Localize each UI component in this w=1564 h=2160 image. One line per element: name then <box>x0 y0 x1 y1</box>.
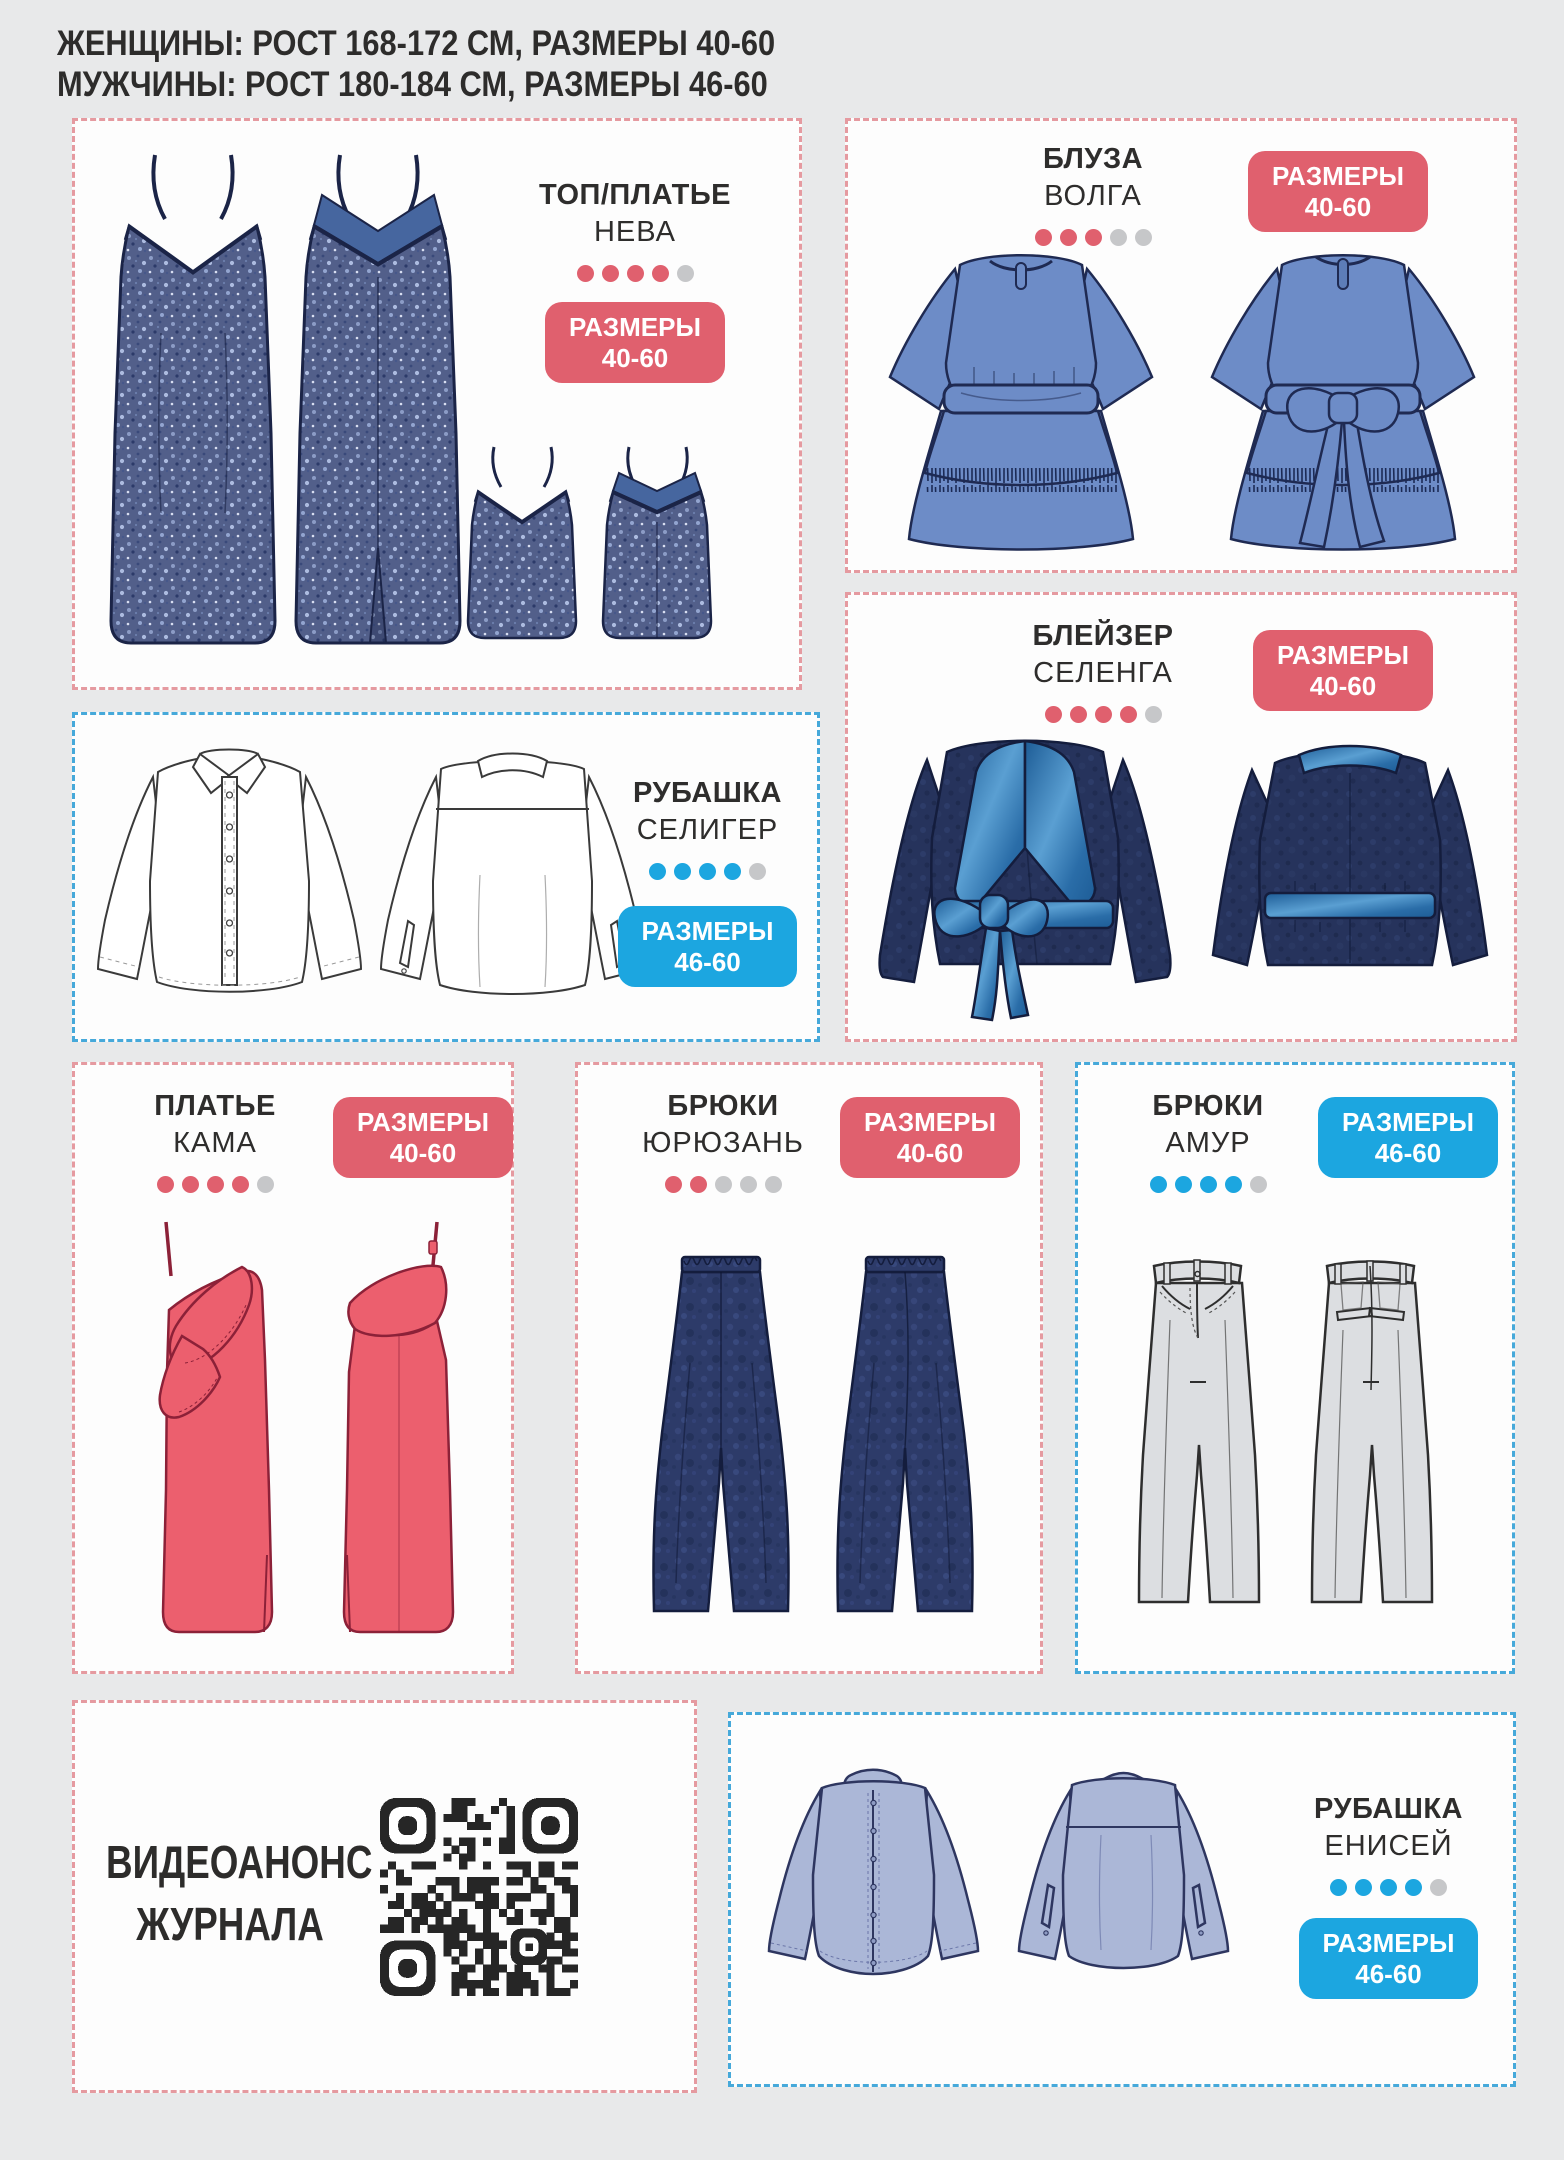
complexity-dot <box>740 1176 757 1193</box>
sizes-label: РАЗМЕРЫ <box>1342 1107 1474 1137</box>
trousers-back-sketch <box>1293 1250 1448 1625</box>
complexity-dot <box>1150 1176 1167 1193</box>
wide-pants-back-sketch <box>830 1243 980 1633</box>
complexity-dot <box>157 1176 174 1193</box>
garment-category: БРЮКИ <box>1152 1090 1264 1122</box>
band-collar-shirt-back-sketch <box>1006 1755 1241 2025</box>
blazer-front-sketch <box>870 703 1180 1023</box>
pattern-card-amur <box>1075 1062 1515 1674</box>
sizes-badge <box>618 906 798 987</box>
pattern-card-yuryuzan <box>575 1062 1043 1674</box>
garment-category: ПЛАТЬЕ <box>154 1090 276 1122</box>
video-announce-card <box>72 1700 697 2093</box>
complexity-dot <box>1380 1879 1397 1896</box>
sizes-label: РАЗМЕРЫ <box>1322 1928 1455 1958</box>
ruffle-dress-back-sketch <box>313 1205 473 1645</box>
complexity-dot <box>765 1176 782 1193</box>
complexity-dot <box>1175 1176 1192 1193</box>
sizes-value: 40-60 <box>1309 670 1377 701</box>
sizes-label: РАЗМЕРЫ <box>641 916 774 946</box>
garment-category: ТОП/ПЛАТЬЕ <box>538 179 732 211</box>
complexity-dot <box>627 265 644 282</box>
garment-category: РУБАШКА <box>633 777 782 809</box>
complexity-dot <box>749 863 766 880</box>
sizes-badge <box>840 1097 1020 1178</box>
slip-dress-front-sketch <box>103 143 283 663</box>
sizes-badge <box>545 302 725 383</box>
wide-pants-front-sketch <box>646 1243 796 1633</box>
pattern-card-enisey <box>728 1712 1516 2087</box>
garment-name: СЕЛИГЕР <box>636 814 779 846</box>
sizes-value: 46-60 <box>1374 1137 1442 1168</box>
complexity-dot <box>677 265 694 282</box>
garment-name: ЮРЮЗАНЬ <box>642 1127 804 1159</box>
complexity-dot <box>690 1176 707 1193</box>
complexity-dot <box>1355 1879 1372 1896</box>
pattern-card-kama <box>72 1062 514 1674</box>
sizes-value: 40-60 <box>601 342 669 373</box>
blazer-back-sketch <box>1200 715 1500 1015</box>
band-collar-shirt-front-sketch <box>756 1755 991 2025</box>
sizes-label: РАЗМЕРЫ <box>569 312 701 342</box>
header-women-line: ЖЕНЩИНЫ: РОСТ 168-172 СМ, РАЗМЕРЫ 40-60 <box>57 24 776 63</box>
blouse-back-sketch <box>1188 221 1498 566</box>
garment-category: РУБАШКА <box>1314 1793 1463 1825</box>
sizes-value: 46-60 <box>1355 1958 1422 1989</box>
complexity-dot <box>232 1176 249 1193</box>
garment-category: БЛЕЙЗЕР <box>1032 620 1174 652</box>
sizes-value: 46-60 <box>674 946 741 977</box>
complexity-dot <box>652 265 669 282</box>
sizes-label: РАЗМЕРЫ <box>357 1107 489 1137</box>
complexity-rating <box>1286 1879 1491 1896</box>
sizes-badge <box>333 1097 513 1178</box>
complexity-dot <box>1430 1879 1447 1896</box>
shirt-front-sketch <box>87 725 372 1025</box>
complexity-dot <box>724 863 741 880</box>
pattern-card-neva <box>72 118 802 690</box>
cami-top-back-sketch <box>595 439 720 654</box>
sizes-badge <box>1318 1097 1498 1178</box>
garment-category: БЛУЗА <box>1042 143 1144 175</box>
qr-code <box>380 1798 578 1996</box>
garment-category: БРЮКИ <box>667 1090 779 1122</box>
sizes-label: РАЗМЕРЫ <box>864 1107 996 1137</box>
garment-name: НЕВА <box>593 216 676 248</box>
sizes-value: 40-60 <box>896 1137 964 1168</box>
sizes-badge <box>1299 1918 1479 1999</box>
garment-name: КАМА <box>173 1127 257 1159</box>
complexity-dot <box>207 1176 224 1193</box>
garment-name: СЕЛЕНГА <box>1033 657 1173 689</box>
page-header <box>57 24 775 105</box>
complexity-dot <box>699 863 716 880</box>
complexity-dot <box>665 1176 682 1193</box>
complexity-dot <box>577 265 594 282</box>
complexity-dot <box>182 1176 199 1193</box>
garment-name: АМУР <box>1165 1127 1251 1159</box>
complexity-dot <box>1330 1879 1347 1896</box>
video-title-line2: ЖУРНАЛА <box>136 1898 324 1951</box>
garment-name: ВОЛГА <box>1044 180 1142 212</box>
sizes-label: РАЗМЕРЫ <box>1277 640 1409 670</box>
slip-dress-back-sketch <box>288 143 468 663</box>
pattern-card-selenga <box>845 592 1517 1042</box>
complexity-dot <box>602 265 619 282</box>
pattern-card-seliger <box>72 712 820 1042</box>
complexity-dot <box>1405 1879 1422 1896</box>
header-men-line: МУЖЧИНЫ: РОСТ 180-184 СМ, РАЗМЕРЫ 46-60 <box>57 64 768 104</box>
complexity-dot <box>715 1176 732 1193</box>
sizes-value: 40-60 <box>1304 191 1372 222</box>
sizes-label: РАЗМЕРЫ <box>1272 161 1404 191</box>
pattern-card-volga <box>845 118 1517 573</box>
complexity-rating <box>100 1176 330 1193</box>
ruffle-dress-front-sketch <box>130 1205 290 1645</box>
blouse-front-sketch <box>866 221 1176 566</box>
complexity-dot <box>257 1176 274 1193</box>
complexity-dot <box>1225 1176 1242 1193</box>
complexity-dot <box>1250 1176 1267 1193</box>
complexity-rating <box>595 863 820 880</box>
complexity-dot <box>649 863 666 880</box>
complexity-dot <box>1200 1176 1217 1193</box>
complexity-rating <box>608 1176 838 1193</box>
garment-name: ЕНИСЕЙ <box>1324 1830 1453 1862</box>
sizes-value: 40-60 <box>389 1137 457 1168</box>
sizes-badge <box>1253 630 1433 711</box>
cami-top-front-sketch <box>460 439 585 654</box>
complexity-dot <box>674 863 691 880</box>
trousers-front-sketch <box>1120 1250 1275 1625</box>
complexity-rating <box>1103 1176 1313 1193</box>
complexity-rating <box>505 265 765 282</box>
video-title-line1: ВИДЕОАНОНС <box>106 1836 373 1888</box>
